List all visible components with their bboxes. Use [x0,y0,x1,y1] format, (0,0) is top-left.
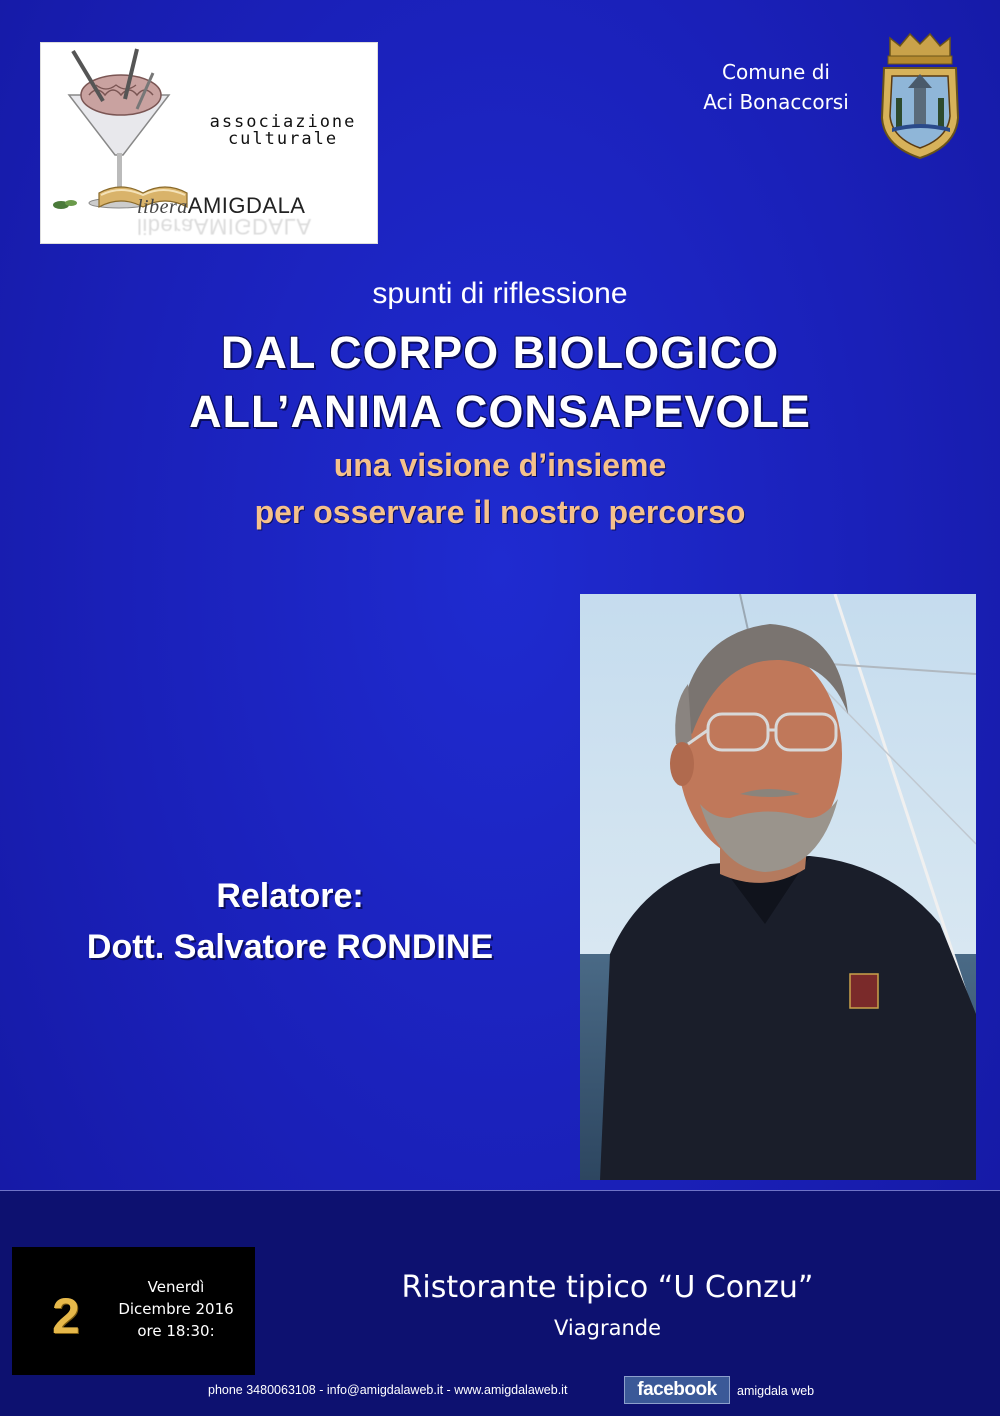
event-title-line-2: ALL’ANIMA CONSAPEVOLE [189,386,811,437]
contact-info[interactable]: phone 3480063108 - info@amigdalaweb.it - www.amigdalaweb.it [208,1383,568,1397]
association-name-small: libera [137,196,188,218]
date-time: ore 18:30: [137,1322,215,1340]
association-name-large: AMIGDALA [187,193,306,218]
coat-of-arms-icon [870,28,970,162]
association-line-2: culturale [227,129,339,149]
speaker-label: Relatore: [216,877,364,915]
association-line-1: associazione [209,112,357,132]
municipality-line-2: Aci Bonaccorsi [703,90,849,114]
municipality-line-1: Comune di [722,60,830,84]
event-subtitle: spunti di riflessione [372,277,628,310]
venue-name: Ristorante tipico “U Conzu” [401,1270,814,1305]
facebook-page-name[interactable]: amigdala web [737,1384,815,1398]
speaker-photo [580,594,976,1180]
venue-town: Viagrande [554,1316,661,1340]
facebook-badge[interactable]: facebook [624,1376,730,1404]
event-tagline-line-2: per osservare il nostro percorso [254,494,746,530]
date-details [105,1276,247,1342]
speaker-portrait-image [580,594,976,1180]
association-name-reflection: liberaAMIGDALA [137,214,312,239]
amigdala-logo [40,42,378,244]
date-day-number: 2 [52,1288,80,1344]
date-month-year: Dicembre 2016 [118,1300,234,1318]
speaker-name: Dott. Salvatore RONDINE [86,928,494,966]
municipality-label [680,57,872,117]
date-weekday: Venerdì [147,1278,205,1296]
association-label [183,114,378,148]
event-title-line-1: DAL CORPO BIOLOGICO [220,327,780,378]
event-tagline-line-1: una visione d’insieme [333,447,667,483]
